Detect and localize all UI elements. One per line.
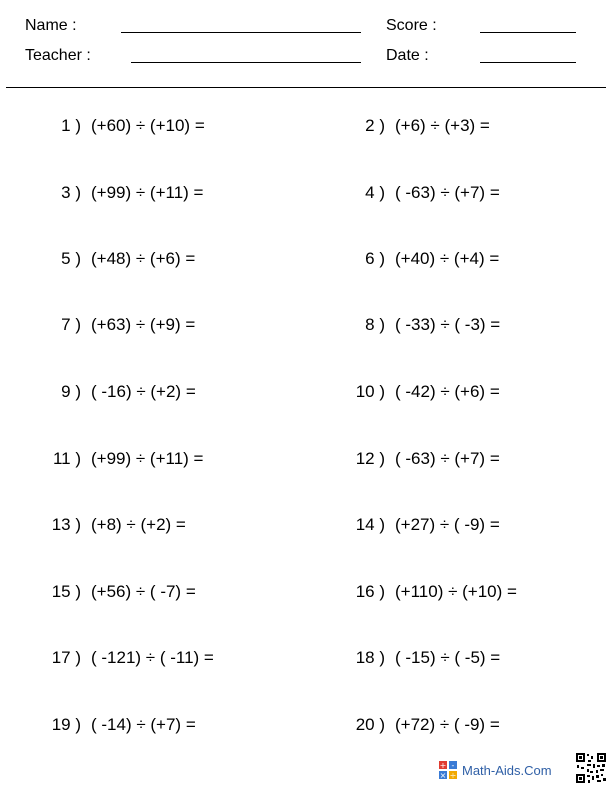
brand-text: Math-Aids.Com xyxy=(462,762,552,778)
name-label: Name : xyxy=(25,17,77,34)
problem-number: 8 ) xyxy=(365,315,385,334)
problem-expression: (+8) ÷ (+2) = xyxy=(91,515,186,534)
problem-2 xyxy=(344,116,490,136)
problem-19 xyxy=(40,715,196,735)
problem-number: 5 ) xyxy=(61,249,81,268)
problem-expression: ( -33) ÷ ( -3) = xyxy=(395,315,501,334)
problem-16 xyxy=(344,582,517,602)
problem-number: 9 ) xyxy=(61,382,81,401)
problem-expression: (+27) ÷ ( -9) = xyxy=(395,515,500,534)
problem-18 xyxy=(344,648,500,668)
qr-code-icon xyxy=(575,752,607,784)
problem-number: 13 ) xyxy=(51,515,81,534)
problem-number: 20 ) xyxy=(355,715,385,734)
problem-9 xyxy=(40,382,196,402)
problem-10 xyxy=(344,382,500,402)
problem-number: 4 ) xyxy=(365,183,385,202)
problem-11 xyxy=(40,449,203,469)
problem-5 xyxy=(40,249,195,269)
problem-expression: (+63) ÷ (+9) = xyxy=(91,315,196,334)
problem-expression: (+6) ÷ (+3) = xyxy=(395,116,490,135)
problem-6 xyxy=(344,249,499,269)
score-line[interactable] xyxy=(480,32,576,33)
problem-expression: ( -121) ÷ ( -11) = xyxy=(91,648,214,667)
problem-17 xyxy=(40,648,214,668)
problem-expression: (+110) ÷ (+10) = xyxy=(395,582,517,601)
problem-expression: ( -16) ÷ (+2) = xyxy=(91,382,196,401)
date-label: Date : xyxy=(386,47,429,64)
problem-expression: (+72) ÷ ( -9) = xyxy=(395,715,500,734)
problem-expression: ( -14) ÷ (+7) = xyxy=(91,715,196,734)
problem-4 xyxy=(344,183,500,203)
problem-number: 15 ) xyxy=(51,582,81,601)
problem-number: 2 ) xyxy=(365,116,385,135)
problem-expression: ( -15) ÷ ( -5) = xyxy=(395,648,501,667)
problem-number: 16 ) xyxy=(355,582,385,601)
problem-expression: (+60) ÷ (+10) = xyxy=(91,116,205,135)
problem-3 xyxy=(40,183,203,203)
problem-20 xyxy=(344,715,500,735)
teacher-line[interactable] xyxy=(131,62,361,63)
name-line[interactable] xyxy=(121,32,361,33)
score-label: Score : xyxy=(386,17,437,34)
problem-12 xyxy=(344,449,500,469)
problem-number: 12 ) xyxy=(355,449,385,468)
problem-1 xyxy=(40,116,205,136)
problem-expression: (+48) ÷ (+6) = xyxy=(91,249,196,268)
problem-number: 6 ) xyxy=(365,249,385,268)
problem-number: 3 ) xyxy=(61,183,81,202)
svg-text:-: - xyxy=(451,761,455,770)
problem-number: 19 ) xyxy=(51,715,81,734)
problem-14 xyxy=(344,515,500,535)
problem-8 xyxy=(344,315,500,335)
problem-expression: (+56) ÷ ( -7) = xyxy=(91,582,196,601)
problem-expression: ( -42) ÷ (+6) = xyxy=(395,382,500,401)
problem-expression: ( -63) ÷ (+7) = xyxy=(395,449,500,468)
problem-expression: (+99) ÷ (+11) = xyxy=(91,449,204,468)
problem-expression: (+40) ÷ (+4) = xyxy=(395,249,500,268)
problem-number: 1 ) xyxy=(61,116,81,135)
footer-brand[interactable] xyxy=(438,760,552,780)
problem-number: 11 ) xyxy=(52,449,81,468)
problem-number: 18 ) xyxy=(355,648,385,667)
problem-7 xyxy=(40,315,195,335)
problem-number: 7 ) xyxy=(61,315,81,334)
problem-13 xyxy=(40,515,186,535)
svg-text:÷: ÷ xyxy=(449,771,457,780)
header-divider xyxy=(6,87,606,88)
problem-number: 17 ) xyxy=(51,648,81,667)
svg-text:+: + xyxy=(439,761,447,770)
date-line[interactable] xyxy=(480,62,576,63)
problem-15 xyxy=(40,582,196,602)
svg-text:×: × xyxy=(439,771,447,780)
teacher-label: Teacher : xyxy=(25,47,91,64)
math-symbols-icon xyxy=(438,760,458,780)
problem-expression: ( -63) ÷ (+7) = xyxy=(395,183,500,202)
problem-expression: (+99) ÷ (+11) = xyxy=(91,183,204,202)
problem-number: 14 ) xyxy=(355,515,385,534)
problem-number: 10 ) xyxy=(355,382,385,401)
